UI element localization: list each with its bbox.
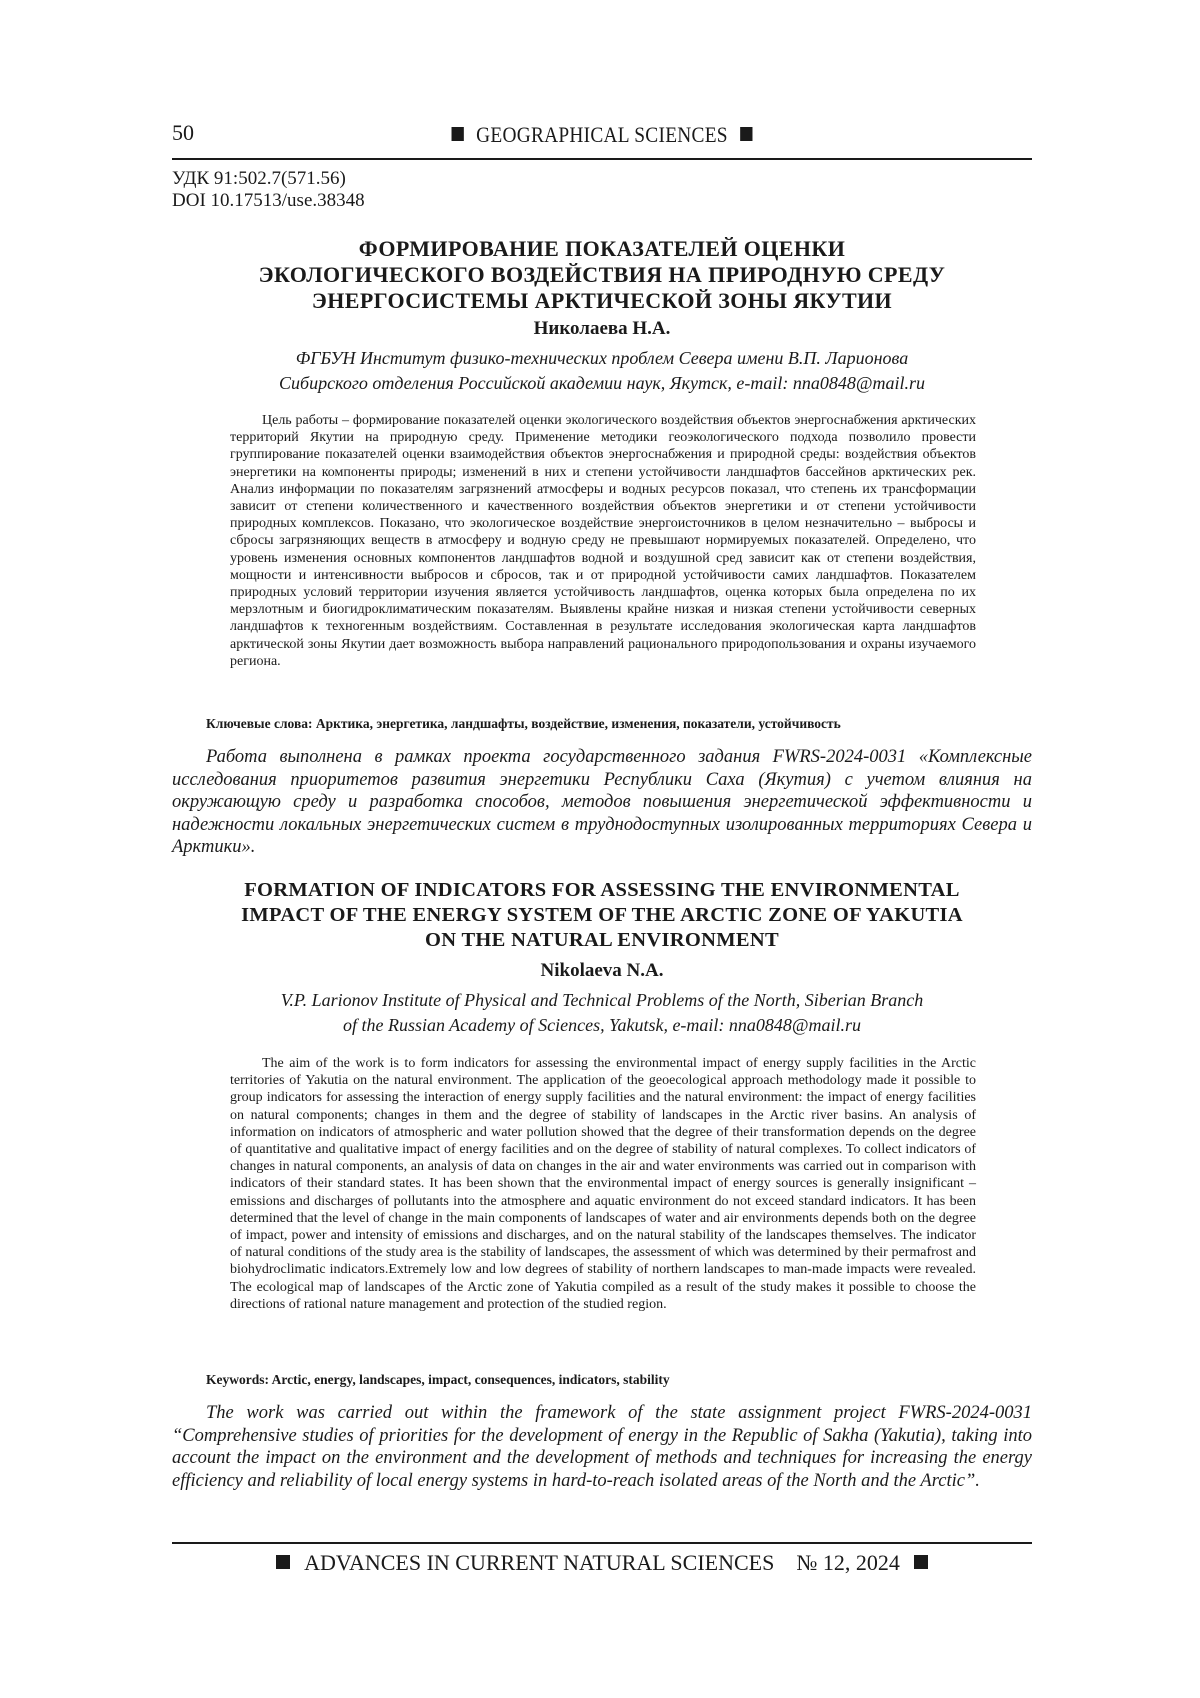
issue-number: № 12, 2024 bbox=[796, 1550, 900, 1575]
affiliation-en bbox=[172, 988, 1032, 1038]
keywords-en: Keywords: Arctic, energy, landscapes, impact, consequences, indicators, stability bbox=[206, 1372, 670, 1387]
title-en-line: FORMATION OF INDICATORS FOR ASSESSING THE ENVIRONMENTAL bbox=[244, 879, 960, 901]
journal-name: ADVANCES IN CURRENT NATURAL SCIENCES bbox=[304, 1550, 775, 1575]
running-footer bbox=[172, 1550, 1032, 1576]
title-ru-line: ЭНЕРГОСИСТЕМЫ АРКТИЧЕСКОЙ ЗОНЫ ЯКУТИИ bbox=[311, 288, 893, 313]
title-ru bbox=[172, 236, 1032, 314]
abstract-en: The aim of the work is to form indicators for assessing the environmental impact of energy supply facilities in the Arctic territories of Yakutia on the natural environment. The application of the geoecological approach methodology made it possible to group indicators for assessing the interaction of energy supply facilities and the natural environment: the impact of energy facilities on natural components; changes in them and the degree of stability of landscapes in the Arctic river basins. An analysis of information on indicators of atmospheric and water pollution showed that the degree of their transformation depends on the degree of quantitative and qualitative impact of energy facilities and on the degree of stability of natural complexes. To collect indicators of changes in natural components, an analysis of data on changes in the air and water environments was carried out in comparison with indicators of their standard states. It has been shown that the environmental impact of energy sources is generally insignificant – emissions and discharges of pollutants into the atmosphere and aquatic environment do not exceed standard indicators. It has been determined that the level of change in the main components of landscapes of water and air environments depends both on the degree of impact, power and intensity of emissions and discharges, and on the natural stability of the landscapes themselves. The indicator of natural conditions of the study area is the stability of landscapes, the assessment of which was determined by their permafrost and biohydroclimatic indicators.Extremely low and low degrees of stability of northern landscapes to man-made impacts were revealed. The ecological map of landscapes of the Arctic zone of Yakutia compiled as a result of the study makes it possible to choose the directions of rational nature management and protection of the studied region. bbox=[230, 1056, 976, 1312]
section-title bbox=[224, 122, 981, 148]
affiliation-en-line: V.P. Larionov Institute of Physical and Technical Problems of the North, Siberian Branch bbox=[280, 990, 924, 1010]
footer-rule bbox=[172, 1542, 1032, 1544]
title-en-line: IMPACT OF THE ENERGY SYSTEM OF THE ARCTIC ZONE OF YAKUTIA bbox=[241, 904, 963, 926]
affiliation-en-line: of the Russian Academy of Sciences, Yakutsk, e-mail: nna0848@mail.ru bbox=[343, 1015, 861, 1035]
affiliation-ru-line: Сибирского отделения Российской академии наук, Якутск, e-mail: nna0848@mail.ru bbox=[279, 373, 925, 393]
abstract-ru: Цель работы – формирование показателей оценки экологического воздействия объектов энергоснабжения арктических территорий Якутии на природную среду. Применение методики геоэкологического подхода позволило провести группирование показателей оценки взаимодействия объектов энергоснабжения и природной среды: воздействия объектов энергетики на компоненты природы; изменений в них и степени устойчивости ландшафтов бассейнов арктических рек. Анализ информации по показателям загрязнений атмосферы и водных ресурсов показал, что степень их трансформации зависит от степени количественного и качественного воздействия объектов энергетики и от степени устойчивости природных комплексов. Показано, что экологическое воздействие энергоисточников в целом незначительно – выбросы и сбросы загрязняющих веществ в атмосферу и водную среду не превышают нормируемых показателей. Определено, что уровень изменения основных компонентов ландшафтов водной и воздушной сред зависит как от степени воздействия, мощности и интенсивности выбросов и сбросов, так и от природной устойчивости самих ландшафтов. Показателем природных условий территории изучения является устойчивость ландшафтов, оценка которых была определена по их мерзлотным и биогидроклиматическим показателям. Выявлены крайне низкая и низкая степени устойчивости северных ландшафтов к техногенным воздействиям. Составленная в результате исследования экологическая карта ландшафтов арктической зоны Якутии дает возможность выбора направлений рационального природопользования и охраны изучаемого региона. bbox=[230, 413, 976, 669]
article-meta bbox=[172, 168, 365, 212]
title-ru-line: ФОРМИРОВАНИЕ ПОКАЗАТЕЛЕЙ ОЦЕНКИ bbox=[358, 236, 846, 261]
title-en bbox=[172, 878, 1032, 953]
square-bullet-icon bbox=[452, 127, 464, 141]
affiliation-ru bbox=[172, 346, 1032, 396]
square-bullet-icon bbox=[740, 127, 752, 141]
section-title-text: GEOGRAPHICAL SCIENCES bbox=[476, 122, 728, 147]
title-en-line: ON THE NATURAL ENVIRONMENT bbox=[425, 929, 779, 951]
square-bullet-icon bbox=[914, 1555, 928, 1569]
page-number: 50 bbox=[172, 120, 194, 145]
author-ru: Николаева Н.А. bbox=[533, 318, 671, 339]
title-ru-line: ЭКОЛОГИЧЕСКОГО ВОЗДЕЙСТВИЯ НА ПРИРОДНУЮ СРЕДУ bbox=[258, 262, 946, 287]
doi: DOI 10.17513/use.38348 bbox=[172, 190, 365, 211]
square-bullet-icon bbox=[276, 1555, 290, 1569]
author-en: Nikolaeva N.A. bbox=[540, 960, 664, 981]
udk-code: УДК 91:502.7(571.56) bbox=[172, 168, 346, 189]
affiliation-ru-line: ФГБУН Институт физико-технических проблем Севера имени В.П. Ларионова bbox=[295, 348, 909, 368]
funding-en: The work was carried out within the framework of the state assignment project FWRS-2024-0031 “Comprehensive studies of priorities for the development of energy in the Republic of Sakha (Yakutia), taking into account the impact on the environment and the development of methods and techniques for increasing the energy efficiency and reliability of local energy systems in hard-to-reach isolated areas of the North and the Arctic”. bbox=[172, 1403, 1032, 1491]
keywords-ru: Ключевые слова: Арктика, энергетика, ландшафты, воздействие, изменения, показатели, устойчивость bbox=[206, 716, 841, 731]
funding-ru: Работа выполнена в рамках проекта государственного задания FWRS-2024-0031 «Комплексные исследования приоритетов развития энергетики Республики Саха (Якутия) с учетом влияния на окружающую среду и разработка способов, методов повышения энергетической эффективности и надежности локальных энергетических систем в труднодоступных изолированных территориях Севера и Арктики». bbox=[172, 747, 1032, 857]
running-header bbox=[172, 120, 1032, 160]
